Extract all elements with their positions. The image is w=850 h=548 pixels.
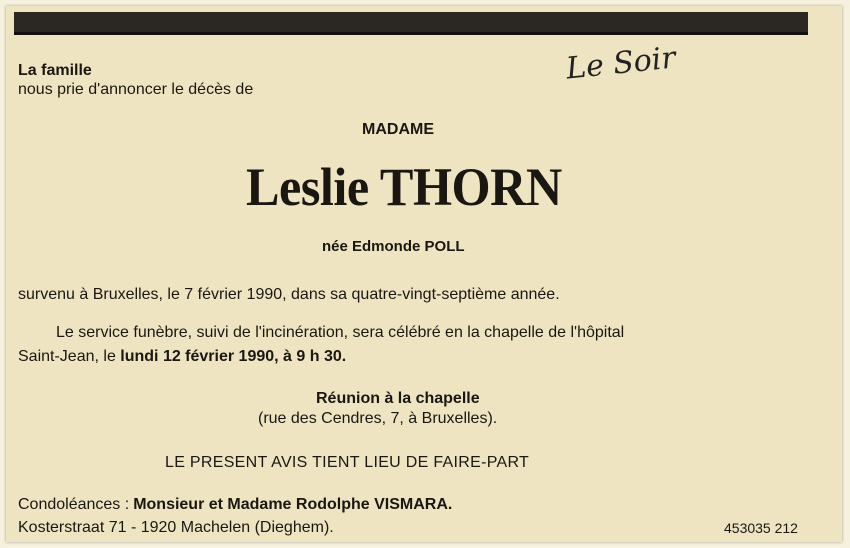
reunion-address: (rue des Cendres, 7, à Bruxelles). [258, 410, 498, 427]
condoleances-names: Monsieur et Madame Rodolphe VISMARA. [133, 496, 453, 513]
deceased-name: Leslie THORN [246, 157, 562, 217]
birth-name: née Edmonde POLL [322, 238, 465, 255]
condoleances-address: Kosterstraat 71 - 1920 Machelen (Dieghem). [18, 519, 334, 536]
announce-line: nous prie d'annoncer le décès de [18, 81, 254, 98]
title-madame: MADAME [362, 121, 434, 138]
faire-part-line: LE PRESENT AVIS TIENT LIEU DE FAIRE-PART [165, 454, 530, 471]
service-line-2-start: Saint-Jean, le [18, 348, 121, 365]
service-line-2 [18, 348, 346, 366]
service-date: lundi 12 février 1990, à 9 h 30. [120, 348, 347, 365]
reunion-line: Réunion à la chapelle [316, 390, 480, 407]
death-line: survenu à Bruxelles, le 7 février 1990, dans sa quatre-vingt-septième année. [18, 286, 560, 303]
family-line: La famille [18, 62, 92, 79]
handwritten-note: Le Soir [564, 40, 678, 87]
service-line-1: Le service funèbre, suivi de l'incinération, sera célébré en la chapelle de l'hôpital [56, 324, 625, 341]
newspaper-clipping [6, 6, 842, 542]
condoleances-label: Condoléances : [18, 496, 130, 513]
death-notice [6, 6, 842, 542]
reference-number: 453035 212 [724, 520, 798, 536]
condoleances-line [18, 496, 452, 514]
